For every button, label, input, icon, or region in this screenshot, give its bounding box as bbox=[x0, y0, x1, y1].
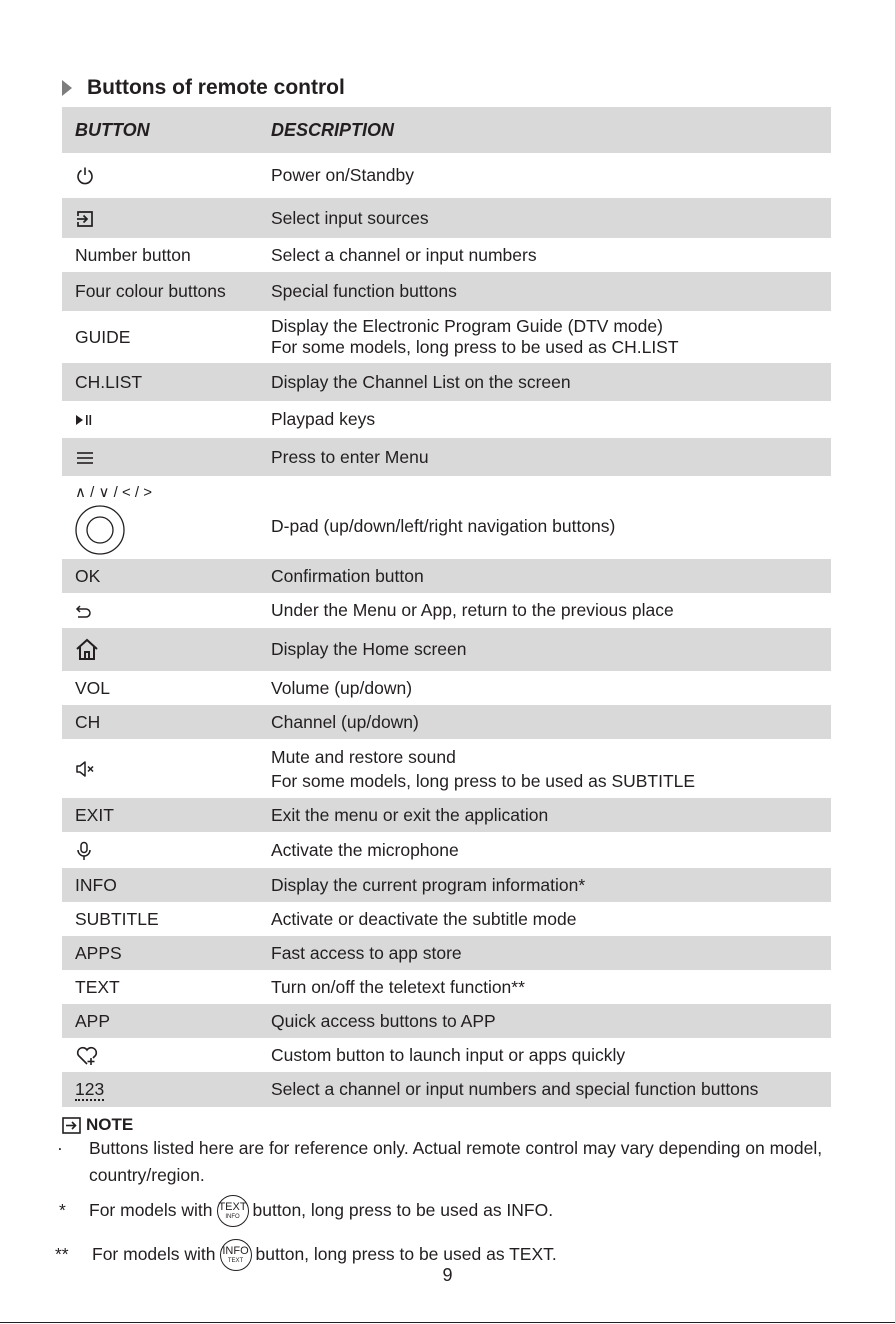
description-line-2: For some models, long press to be used as SUBTITLE bbox=[271, 770, 696, 791]
badge-top-text: TEXT bbox=[218, 1201, 247, 1214]
note-item-2 bbox=[55, 1193, 845, 1227]
note-icon bbox=[62, 1117, 81, 1134]
note-text-1: Buttons listed here are for reference only. Actual remote control may vary depending on model, country/region. bbox=[89, 1138, 823, 1185]
home-icon bbox=[75, 638, 99, 662]
description-text: Quick access buttons to APP bbox=[271, 1010, 496, 1031]
description-cell bbox=[258, 1004, 831, 1038]
description-text: Press to enter Menu bbox=[271, 446, 429, 467]
table-row bbox=[62, 970, 831, 1004]
button-cell: APPS bbox=[75, 942, 122, 963]
dpad-icon bbox=[74, 504, 126, 556]
description-text: Display the Channel List on the screen bbox=[271, 371, 571, 392]
description-cell bbox=[258, 936, 831, 970]
note-heading bbox=[62, 1115, 133, 1135]
button-cell: APP bbox=[75, 1010, 111, 1031]
description-cell bbox=[258, 272, 831, 311]
note-star-1: * bbox=[59, 1200, 66, 1220]
description-cell bbox=[258, 868, 831, 902]
note-label: NOTE bbox=[86, 1115, 134, 1134]
description-cell bbox=[258, 902, 831, 936]
description-line-2: For some models, long press to be used as CH.LIST bbox=[271, 337, 679, 357]
button-cell: OK bbox=[75, 565, 101, 586]
description-text: Channel (up/down) bbox=[271, 711, 419, 732]
note-text-2-start: For models with bbox=[89, 1200, 213, 1220]
description-line-1: Display the Electronic Program Guide (DTV mode) bbox=[271, 316, 663, 336]
description-text: Display the Home screen bbox=[271, 639, 467, 659]
text-info-badge-icon bbox=[217, 1195, 249, 1227]
description-cell bbox=[258, 739, 831, 798]
note-star-2: ** bbox=[55, 1244, 69, 1264]
description-text: Turn on/off the teletext function** bbox=[271, 976, 525, 997]
description-cell bbox=[258, 153, 831, 198]
button-cell bbox=[62, 438, 258, 476]
heart-plus-icon bbox=[75, 1046, 99, 1066]
table-row bbox=[62, 272, 831, 311]
description-cell bbox=[258, 832, 831, 868]
note-item-1 bbox=[55, 1135, 845, 1189]
description-text: Select a channel or input numbers bbox=[271, 244, 537, 265]
button-cell: Number button bbox=[75, 244, 191, 265]
table-row bbox=[62, 401, 831, 438]
description-cell bbox=[258, 970, 831, 1004]
description-cell bbox=[258, 238, 831, 272]
header-description: DESCRIPTION bbox=[271, 119, 395, 140]
table-row bbox=[62, 628, 831, 671]
note-text-3-start: For models with bbox=[92, 1244, 216, 1264]
button-cell bbox=[62, 1038, 258, 1072]
description-cell bbox=[258, 628, 831, 671]
description-text: Select input sources bbox=[271, 207, 429, 228]
button-cell: GUIDE bbox=[75, 326, 131, 347]
button-cell bbox=[62, 593, 258, 628]
description-cell bbox=[258, 198, 831, 238]
description-text: Activate the microphone bbox=[271, 839, 459, 860]
button-cell bbox=[62, 198, 258, 238]
dpad-arrows-label: ∧ / ∨ / < / > bbox=[75, 484, 152, 501]
table-row bbox=[62, 238, 831, 272]
description-cell bbox=[258, 1038, 831, 1072]
button-cell bbox=[62, 153, 258, 198]
button-cell bbox=[62, 739, 258, 798]
description-text: Special function buttons bbox=[271, 281, 457, 301]
page-number: 9 bbox=[442, 1265, 453, 1285]
description-text: Power on/Standby bbox=[271, 165, 415, 185]
table-row bbox=[62, 559, 831, 593]
description-cell bbox=[258, 798, 831, 832]
table-header-row bbox=[62, 107, 831, 153]
description-cell bbox=[258, 1072, 831, 1107]
section-title: Buttons of remote control bbox=[87, 76, 345, 99]
description-text: Under the Menu or App, return to the previous place bbox=[271, 600, 674, 620]
table-row bbox=[62, 832, 831, 868]
table-row bbox=[62, 198, 831, 238]
table-row bbox=[62, 311, 831, 363]
note-text-3-end: button, long press to be used as TEXT. bbox=[255, 1244, 557, 1264]
button-cell bbox=[62, 628, 258, 671]
note-text-2-end: button, long press to be used as INFO. bbox=[252, 1200, 554, 1220]
description-cell bbox=[258, 559, 831, 593]
description-text: Custom button to launch input or apps quickly bbox=[271, 1044, 626, 1065]
button-cell bbox=[62, 832, 258, 868]
power-icon bbox=[75, 166, 95, 186]
table-row bbox=[62, 153, 831, 198]
button-cell: TEXT bbox=[75, 976, 120, 997]
description-cell bbox=[258, 671, 831, 705]
button-cell: EXIT bbox=[75, 804, 114, 825]
note-bullet: · bbox=[57, 1138, 63, 1158]
menu-icon bbox=[75, 450, 95, 466]
note-text-2 bbox=[89, 1193, 845, 1227]
table-row bbox=[62, 1038, 831, 1072]
button-cell bbox=[62, 1072, 258, 1107]
table-row bbox=[62, 1072, 831, 1107]
table-row bbox=[62, 476, 831, 559]
description-text: Display the current program information* bbox=[271, 874, 586, 895]
table-row bbox=[62, 798, 831, 832]
button-cell bbox=[62, 476, 258, 559]
table-row bbox=[62, 902, 831, 936]
remote-buttons-table bbox=[62, 107, 831, 1107]
description-text: Select a channel or input numbers and special function buttons bbox=[271, 1079, 759, 1099]
table-row bbox=[62, 438, 831, 476]
description-cell bbox=[258, 476, 831, 559]
bottom-rule bbox=[0, 1322, 895, 1323]
description-text: D-pad (up/down/left/right navigation buttons) bbox=[271, 516, 616, 536]
button-cell: INFO bbox=[75, 874, 117, 895]
badge-top-text: INFO bbox=[222, 1245, 249, 1258]
back-icon bbox=[75, 603, 93, 619]
description-text: Activate or deactivate the subtitle mode bbox=[271, 908, 577, 929]
play-pause-icon bbox=[75, 413, 95, 427]
button-cell: CH.LIST bbox=[75, 371, 143, 392]
description-cell bbox=[258, 401, 831, 438]
badge-bottom-text: TEXT bbox=[227, 1258, 244, 1265]
mute-icon bbox=[75, 760, 97, 778]
table-row bbox=[62, 936, 831, 970]
button-cell: Four colour buttons bbox=[75, 281, 226, 301]
input-source-icon bbox=[75, 210, 95, 228]
table-row bbox=[62, 363, 831, 401]
description-cell bbox=[258, 363, 831, 401]
table-row bbox=[62, 593, 831, 628]
notes-list bbox=[55, 1135, 845, 1271]
button-cell bbox=[62, 401, 258, 438]
button-cell: SUBTITLE bbox=[75, 908, 159, 929]
description-cell bbox=[258, 593, 831, 628]
description-cell bbox=[258, 311, 831, 363]
description-text: Confirmation button bbox=[271, 565, 424, 586]
button-cell: CH bbox=[75, 711, 101, 732]
button-cell: VOL bbox=[75, 677, 111, 698]
table-row bbox=[62, 868, 831, 902]
triangle-bullet-icon bbox=[62, 80, 72, 96]
table-row bbox=[62, 705, 831, 739]
badge-bottom-text: INFO bbox=[225, 1214, 240, 1221]
description-line-1: Mute and restore sound bbox=[271, 746, 456, 767]
description-cell bbox=[258, 705, 831, 739]
table-row bbox=[62, 1004, 831, 1038]
microphone-icon bbox=[75, 841, 93, 861]
description-cell bbox=[258, 438, 831, 476]
description-text: Volume (up/down) bbox=[271, 677, 413, 698]
table-row bbox=[62, 739, 831, 798]
section-heading bbox=[62, 74, 345, 102]
description-text: Fast access to app store bbox=[271, 942, 462, 963]
description-text: Playpad keys bbox=[271, 409, 376, 429]
header-button: BUTTON bbox=[75, 119, 150, 140]
table-row bbox=[62, 671, 831, 705]
description-text: Exit the menu or exit the application bbox=[271, 804, 549, 825]
numeric-123-label: 123 bbox=[75, 1079, 105, 1099]
